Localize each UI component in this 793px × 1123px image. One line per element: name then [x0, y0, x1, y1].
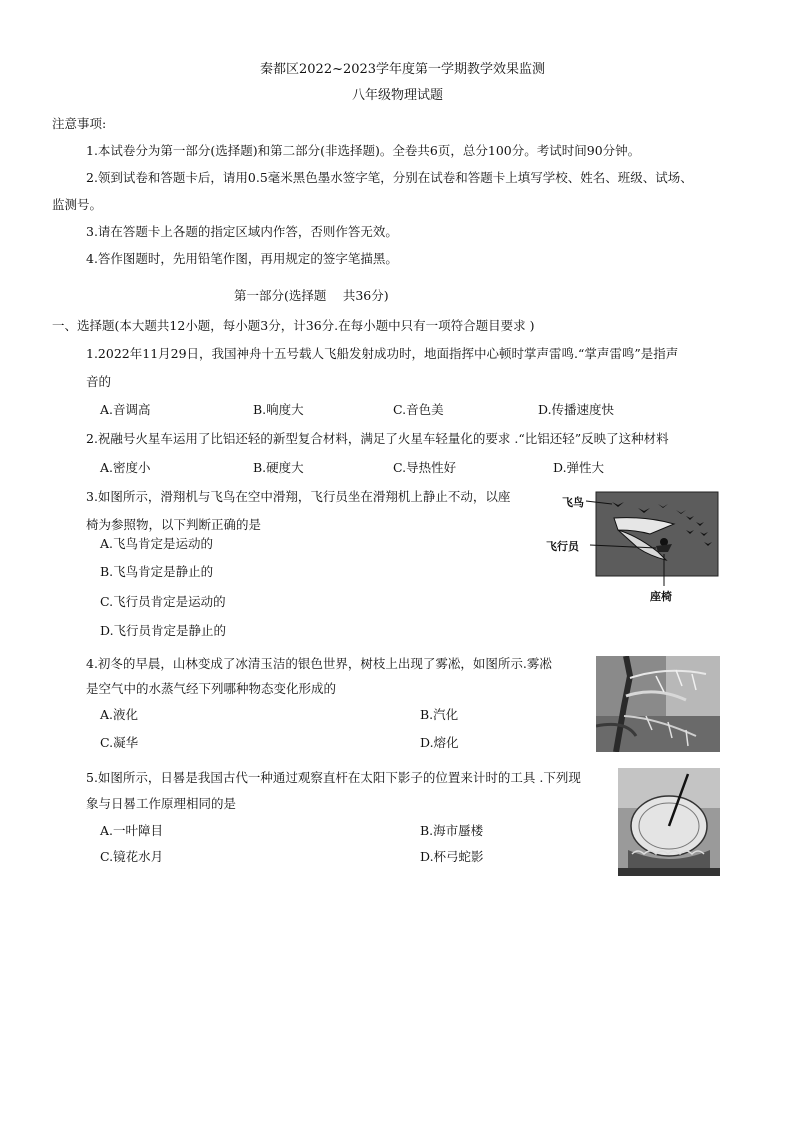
question-1-option-c: C.音色美 [393, 402, 444, 417]
question-1-text-cont: 音的 [86, 374, 112, 389]
notice-item: 2.领到试卷和答题卡后，请用0.5毫米黑色墨水签字笔，分别在试卷和答题卡上填写学校、姓名、班级、试场、 [86, 170, 693, 185]
notice-item: 4.答作图题时，先用铅笔作图，再用规定的签字笔描黑。 [86, 251, 398, 266]
question-5-option-b: B.海市蜃楼 [420, 823, 484, 838]
part1-heading: 第一部分(选择题 共36分) [234, 288, 389, 303]
exam-title: 秦都区2022~2023学年度第一学期教学效果监测 [260, 62, 546, 77]
question-2-option-c: C.导热性好 [393, 460, 457, 475]
question-1-option-d: D.传播速度快 [538, 402, 615, 417]
question-5-option-c: C.镜花水月 [100, 849, 164, 864]
question-1-option-b: B.响度大 [253, 402, 304, 417]
question-4-option-b: B.汽化 [420, 707, 459, 722]
exam-subtitle: 八年级物理试题 [352, 88, 444, 103]
question-2-option-b: B.硬度大 [253, 460, 304, 475]
figure-label-bird: 飞鸟 [562, 496, 584, 509]
question-2-option-a: A.密度小 [100, 460, 151, 475]
question-5-option-a: A.一叶障目 [100, 823, 164, 838]
section-heading: 一、选择题(本大题共12小题，每小题3分，计36分.在每小题中只有一项符合题目要求 ) [52, 318, 535, 333]
question-4-text: 4.初冬的早晨，山林变成了冰清玉洁的银色世界，树枝上出现了雾凇，如图所示.雾凇 [86, 656, 552, 671]
sundial-photo [618, 768, 720, 876]
question-5-text: 5.如图所示，日晷是我国古代一种通过观察直杆在太阳下影子的位置来计时的工具 .下列现 [86, 770, 581, 785]
question-2-text: 2.祝融号火星车运用了比铝还轻的新型复合材料，满足了火星车轻量化的要求 .“比铝还轻”反映了这种材料 [86, 431, 669, 446]
question-1-text: 1.2022年11月29日，我国神舟十五号载人飞船发射成功时，地面指挥中心顿时掌声雷鸣.“掌声雷鸣”是指声 [86, 346, 679, 361]
question-4-text-cont: 是空气中的水蒸气经下列哪种物态变化形成的 [86, 681, 337, 696]
question-4-option-d: D.熔化 [420, 735, 459, 750]
question-5-option-d: D.杯弓蛇影 [420, 849, 484, 864]
notice-item-continued: 监测号。 [52, 197, 103, 212]
question-3-option-a: A.飞鸟肯定是运动的 [100, 536, 214, 551]
figure-label-pilot: 飞行员 [546, 540, 579, 553]
question-4-option-a: A.液化 [100, 707, 139, 722]
question-3-option-c: C.飞行员肯定是运动的 [100, 594, 226, 609]
notice-heading: 注意事项: [52, 116, 107, 131]
figure-label-seat: 座椅 [650, 590, 672, 603]
question-3-option-b: B.飞鸟肯定是静止的 [100, 564, 214, 579]
glider-birds-figure [546, 490, 721, 610]
question-3-text-cont: 椅为参照物，以下判断正确的是 [86, 517, 262, 532]
rime-photo [596, 656, 720, 752]
question-2-option-d: D.弹性大 [553, 460, 605, 475]
notice-item: 1.本试卷分为第一部分(选择题)和第二部分(非选择题)。全卷共6页，总分100分。考试时间90分钟。 [86, 143, 641, 158]
notice-item: 3.请在答题卡上各题的指定区域内作答，否则作答无效。 [86, 224, 398, 239]
question-3-option-d: D.飞行员肯定是静止的 [100, 623, 227, 638]
question-4-option-c: C.凝华 [100, 735, 139, 750]
question-5-text-cont: 象与日晷工作原理相同的是 [86, 796, 237, 811]
question-3-text: 3.如图所示，滑翔机与飞鸟在空中滑翔，飞行员坐在滑翔机上静止不动，以座 [86, 489, 511, 504]
question-1-option-a: A.音调高 [100, 402, 151, 417]
